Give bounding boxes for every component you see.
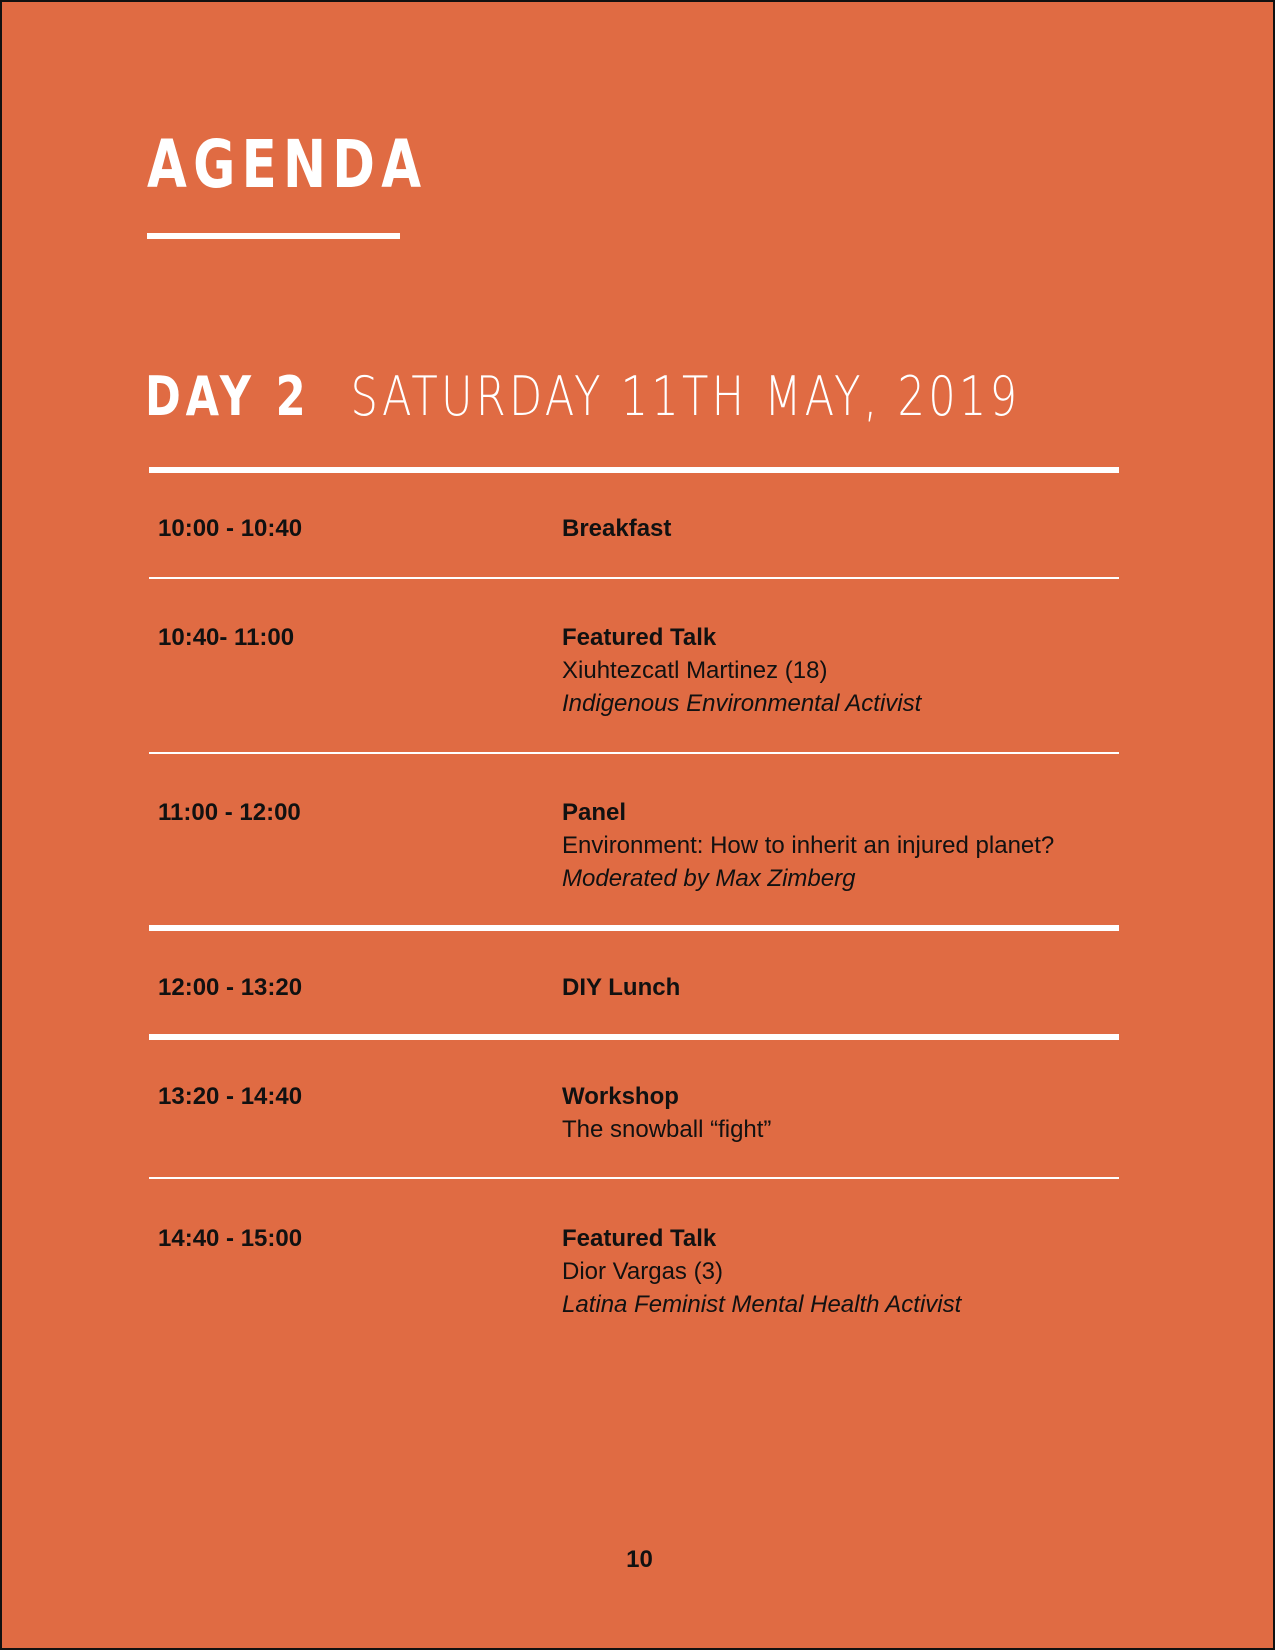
session-type: Breakfast — [562, 515, 672, 542]
session-description: Xiuhtezcatl Martinez (18) — [562, 657, 828, 684]
session-note: Moderated by Max Zimberg — [562, 865, 856, 892]
session-description: Environment: How to inherit an injured planet? — [562, 832, 1055, 859]
session-type: DIY Lunch — [562, 974, 681, 1001]
session-description: The snowball “fight” — [562, 1116, 772, 1143]
session-note: Indigenous Environmental Activist — [562, 690, 922, 717]
session-type: Workshop — [562, 1083, 679, 1110]
page-title: AGENDA — [147, 126, 428, 203]
session-type: Featured Talk — [562, 624, 717, 651]
divider — [149, 1177, 1119, 1179]
session-event — [562, 796, 1054, 895]
session-time: 10:00 - 10:40 — [158, 515, 303, 542]
session-type: Panel — [562, 799, 627, 826]
session-time: 10:40- 11:00 — [158, 624, 295, 651]
session-time: 11:00 - 12:00 — [158, 799, 301, 826]
page-number: 10 — [626, 1546, 653, 1573]
day-date: SATURDAY 11TH MAY, 2019 — [350, 365, 1021, 428]
divider-thick — [149, 925, 1119, 931]
session-event — [562, 1222, 961, 1321]
session-event — [562, 512, 671, 545]
session-event — [562, 1080, 771, 1146]
title-underline — [147, 233, 400, 239]
session-type: Featured Talk — [562, 1225, 717, 1252]
session-event — [562, 621, 921, 720]
session-time: 14:40 - 15:00 — [158, 1225, 303, 1252]
session-description: Dior Vargas (3) — [562, 1258, 723, 1285]
day-heading — [145, 365, 1021, 428]
divider — [149, 752, 1119, 754]
divider-thick — [149, 1034, 1119, 1040]
day-label: DAY 2 — [145, 365, 311, 428]
session-event — [562, 971, 680, 1004]
session-note: Latina Feminist Mental Health Activist — [562, 1291, 962, 1318]
session-time: 13:20 - 14:40 — [158, 1083, 303, 1110]
divider-top — [149, 467, 1119, 473]
divider — [149, 577, 1119, 579]
session-time: 12:00 - 13:20 — [158, 974, 303, 1001]
